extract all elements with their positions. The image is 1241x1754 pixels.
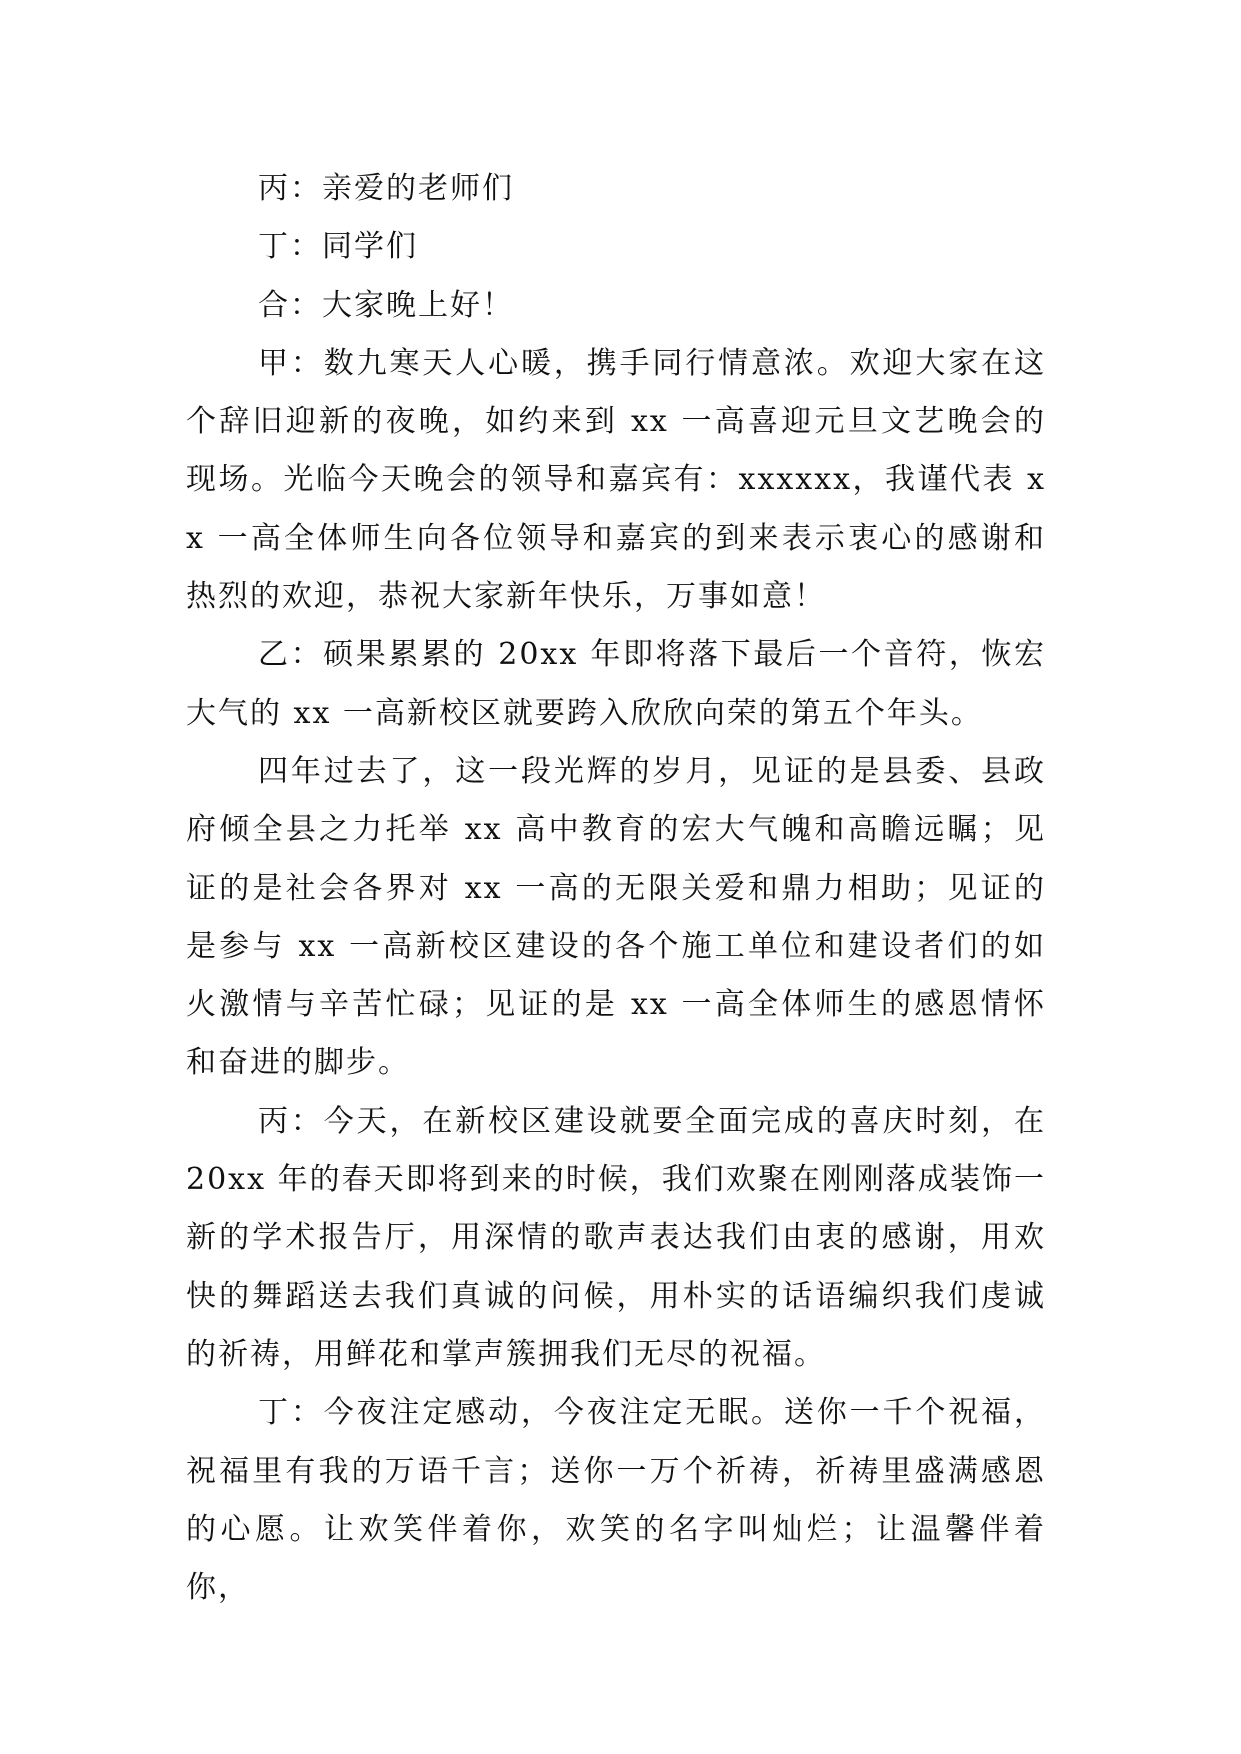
paragraph-together-greeting: 合：大家晚上好！: [258, 287, 514, 323]
paragraph-ding-greeting: 丁：同学们: [258, 229, 418, 265]
paragraph-yi-year: 乙：硕果累累的 20xx 年即将落下最后一个音符，恢宏大气的 xx 一高新校区就要跨入欣欣向荣的第五个年头。: [186, 637, 1046, 731]
paragraph-bing-today: 丙：今天，在新校区建设就要全面完成的喜庆时刻，在 20xx 年的春天即将到来的时候，我们欢聚在刚刚落成装饰一新的学术报告厅，用深情的歌声表达我们由衷的感谢，用欢快的舞蹈送去我们真诚的问候，用朴实的话语编织我们虔诚的祈祷，用鲜花和掌声簇拥我们无尽的祝福。: [186, 1103, 1046, 1372]
paragraph-jia-welcome: 甲：数九寒天人心暖，携手同行情意浓。欢迎大家在这个辞旧迎新的夜晚，如约来到 xx 一高喜迎元旦文艺晚会的现场。光临今天晚会的领导和嘉宾有：xxxxxx，我谨代表 xx 一高全体师生向各位领导和嘉宾的到来表示衷心的感谢和热烈的欢迎，恭祝大家新年快乐，万事如意！: [186, 345, 1046, 615]
paragraph-four-years: 四年过去了，这一段光辉的岁月，见证的是县委、县政府倾全县之力托举 xx 高中教育的宏大气魄和高瞻远瞩；见证的是社会各界对 xx 一高的无限关爱和鼎力相助；见证的是参与 xx 一高新校区建设的各个施工单位和建设者们的如火激情与辛苦忙碌；见证的是 xx 一高全体师生的感恩情怀和奋进的脚步。: [186, 753, 1046, 1081]
paragraph-bing-greeting: 丙：亲爱的老师们: [258, 171, 514, 206]
document-body: [186, 160, 1046, 1617]
paragraph-ding-tonight: 丁：今夜注定感动，今夜注定无眠。送你一千个祝福，祝福里有我的万语千言；送你一万个祈祷，祈祷里盛满感恩的心愿。让欢笑伴着你，欢笑的名字叫灿烂；让温馨伴着你，: [186, 1395, 1046, 1606]
